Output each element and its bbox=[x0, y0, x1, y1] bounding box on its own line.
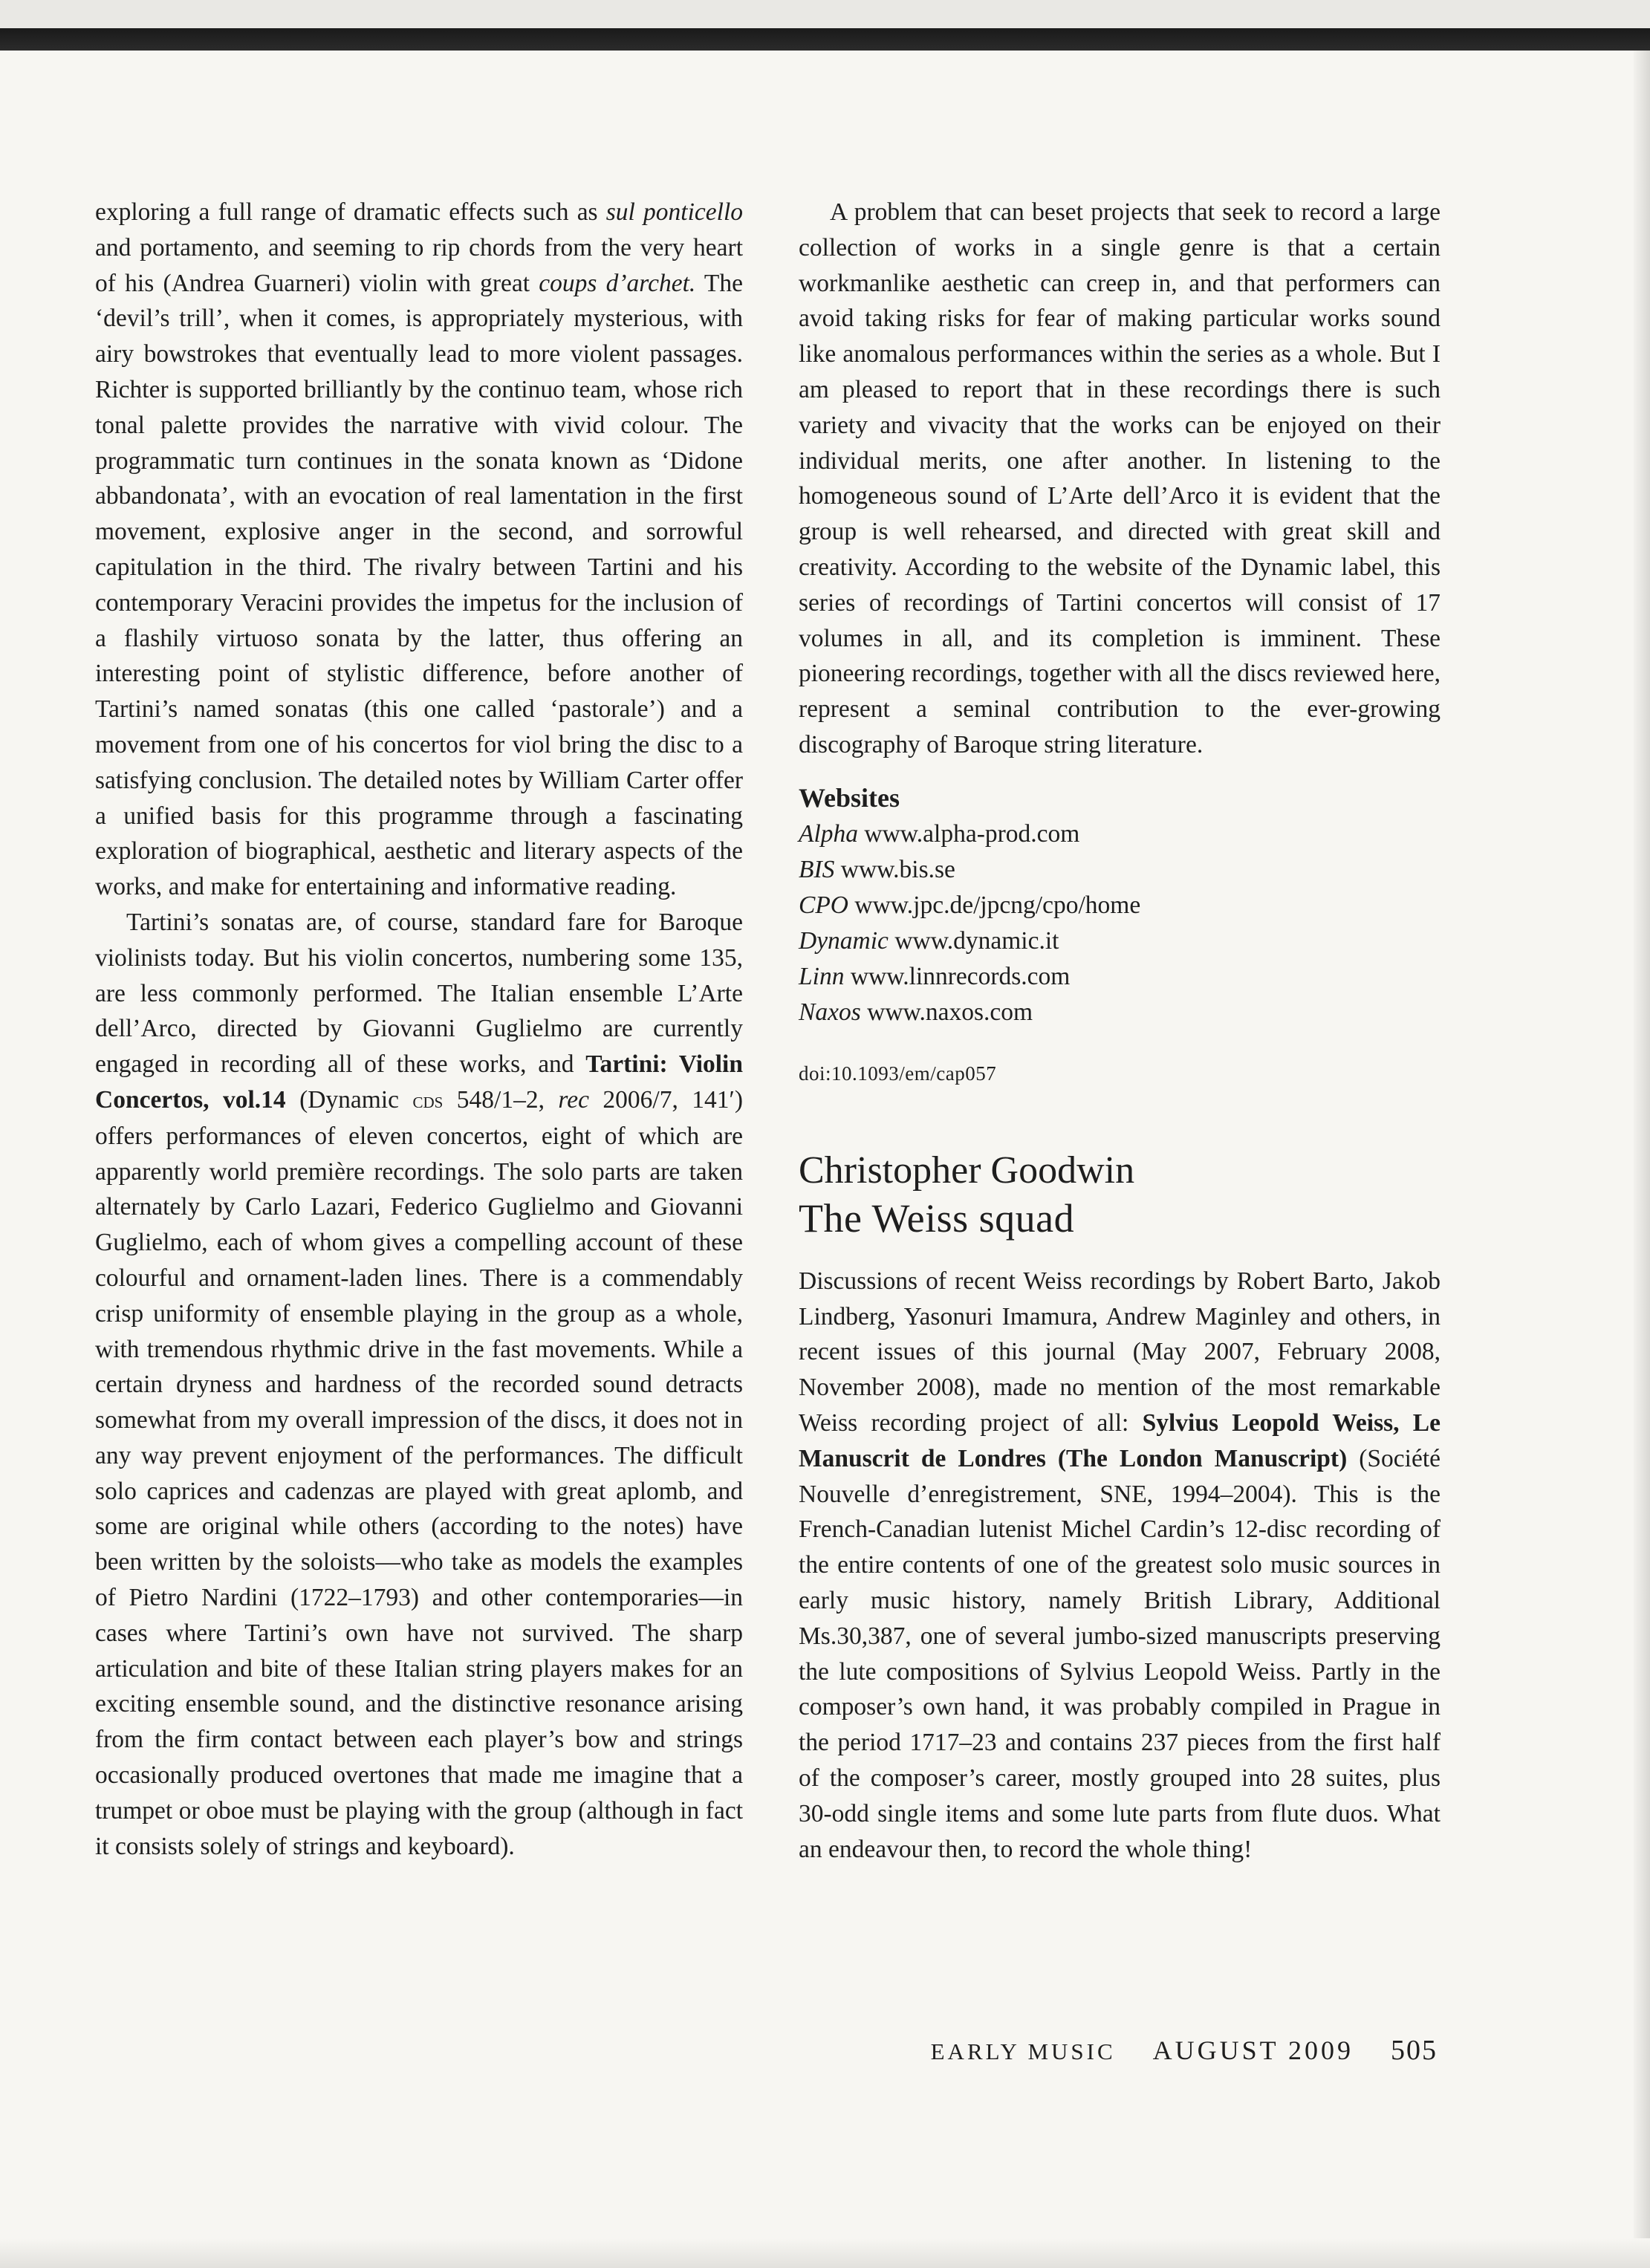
text-run: Discussions of recent Weiss recordings by Robert Barto, Jakob Lindberg, Yasonuri Imamura, Andrew Maginley and others, in recent issues of this journal (May 2007, February 2008, November 2008), made no mention of the most remarkable Weiss recording project of all: bbox=[799, 1267, 1440, 1437]
page-edge-right bbox=[1634, 51, 1650, 2268]
websites-heading: Websites bbox=[799, 782, 900, 813]
left-paragraph-2 bbox=[95, 905, 743, 1865]
website-item bbox=[799, 816, 1440, 852]
website-url[interactable]: www.alpha-prod.com bbox=[864, 819, 1080, 848]
right-paragraph-2 bbox=[799, 1264, 1440, 1868]
text-run: 548/1–2, bbox=[443, 1085, 559, 1114]
label-name: Linn bbox=[799, 962, 845, 990]
text-run: Tartini’s sonatas are, of course, standard fare for Baroque violinists today. But his violin concertos, numbering some 135, are less commonly performed. The Italian ensemble L’Arte dell’Arco, directed by Giovanni Guglielmo are currently engaged in recording all of these works, and bbox=[95, 908, 743, 1079]
website-item bbox=[799, 995, 1440, 1030]
website-url[interactable]: www.dynamic.it bbox=[894, 926, 1059, 955]
article-title: The Weiss squad bbox=[799, 1195, 1075, 1241]
italic-term: rec bbox=[558, 1085, 589, 1114]
scan-shadow-bar bbox=[0, 28, 1650, 51]
text-run: and portamento, and seeming to rip chords from the very heart of his (Andrea Guarneri) violin with great bbox=[95, 233, 743, 297]
label-name: Alpha bbox=[799, 819, 859, 848]
label-name: Dynamic bbox=[799, 926, 889, 955]
label-name: Naxos bbox=[799, 998, 861, 1026]
website-url[interactable]: www.bis.se bbox=[840, 855, 955, 883]
scan-margin-top bbox=[0, 0, 1650, 28]
page-footer bbox=[851, 2034, 1438, 2067]
author-name: Christopher Goodwin bbox=[799, 1148, 1135, 1192]
issue-date: AUGUST 2009 bbox=[1152, 2035, 1354, 2065]
website-url[interactable]: www.jpc.de/jpcng/cpo/home bbox=[854, 891, 1141, 919]
website-item bbox=[799, 959, 1440, 995]
recording-title: Sylvius Leopold Weiss, Le Manuscrit de Londres (The London Manuscript) bbox=[799, 1408, 1440, 1472]
label-name: BIS bbox=[799, 855, 835, 883]
websites-list bbox=[799, 816, 1440, 1030]
website-item bbox=[799, 923, 1440, 959]
website-item bbox=[799, 852, 1440, 888]
website-item bbox=[799, 888, 1440, 923]
text-run: The ‘devil’s trill’, when it comes, is appropriately mysterious, with airy bowstrokes that eventually lead to more violent passages. Richter is supported brilliantly by the continuo team, whose rich tonal palette provides the narrative with vivid colour. The programmatic turn continues in the sonata known as ‘Didone abbandonata’, with an evocation of real lamentation in the first movement, explosive anger in the second, and sorrowful capitulation in the third. The rivalry between Tartini and his contemporary Veracini provides the impetus for the inclusion of a flashily virtuoso sonata by the latter, thus offering an interesting point of stylistic difference, before another of Tartini’s named sonatas (this one called ‘pastorale’) and a movement from one of his concertos for viol bring the disc to a satisfying conclusion. The detailed notes by William Carter offer a unified basis for this programme through a fascinating exploration of biographical, aesthetic and literary aspects of the works, and make for entertaining and informative reading. bbox=[95, 269, 743, 901]
text-run: (Dynamic bbox=[285, 1085, 413, 1114]
catalogue-prefix: cds bbox=[412, 1087, 444, 1113]
page-number: 505 bbox=[1391, 2035, 1438, 2066]
recording-title: Tartini: Violin Concertos, vol.14 bbox=[95, 1050, 743, 1114]
text-run: (Société Nouvelle d’enregistrement, SNE, 1994–2004). This is the French-Canadian lutenist Michel Cardin’s 12-disc recording of the entire contents of one of the greatest solo music sources in early music history, namely British Library, Additional Ms.30,387, one of several jumbo-sized manuscripts preserving the lute compositions of Sylvius Leopold Weiss. Partly in the composer’s own hand, it was probably compiled in Prague in the period 1717–23 and contains 237 pieces from the first half of the composer’s career, mostly grouped into 28 suites, plus 30-odd single items and some lute parts from flute duos. What an endeavour then, to record the whole thing! bbox=[799, 1444, 1440, 1863]
label-name: CPO bbox=[799, 891, 848, 919]
text-run: 2006/7, 141′) offers performances of eleven concertos, eight of which are apparently world première recordings. The solo parts are taken alternately by Carlo Lazari, Federico Guglielmo and Giovanni Guglielmo, each of whom gives a compelling account of these colourful and ornament-laden lines. There is a commendably crisp uniformity of ensemble playing in the group as a whole, with tremendous rhythmic drive in the fast movements. While a certain dryness and hardness of the recorded sound detracts somewhat from my overall impression of the discs, it does not in any way prevent enjoyment of the performances. The difficult solo caprices and cadenzas are played with great aplomb, and some are original while others (according to the notes) have been written by the soloists—who take as models the examples of Pietro Nardini (1722–1793) and other contemporaries—in cases where Tartini’s own have not survived. The sharp articulation and bite of these Italian string players makes for an exciting ensemble sound, and the distinctive resonance arising from the firm contact between each player’s bow and strings occasionally produced overtones that made me imagine that a trumpet or oboe must be playing with the group (although in fact it consists solely of strings and keyboard). bbox=[95, 1085, 744, 1860]
journal-name: EARLY MUSIC bbox=[930, 2038, 1116, 2064]
left-column bbox=[95, 195, 743, 1864]
website-url[interactable]: www.linnrecords.com bbox=[850, 962, 1071, 990]
left-paragraph-1 bbox=[95, 195, 743, 905]
italic-term: sul ponticello bbox=[605, 198, 743, 226]
italic-term: coups d’archet. bbox=[539, 269, 696, 297]
text-run: exploring a full range of dramatic effects such as bbox=[95, 198, 606, 226]
doi-reference: doi:10.1093/em/cap057 bbox=[799, 1062, 997, 1085]
right-column bbox=[799, 195, 1440, 1867]
page-edge-bottom bbox=[0, 2238, 1650, 2268]
right-paragraph-1: A problem that can beset projects that seek to record a large collection of works in a single genre is that a certain workmanlike aesthetic can creep in, and that performers can avoid taking risks for fear of making particular works sound like anomalous performances within the series as a whole. But I am pleased to report that in these recordings there is such variety and vivacity that the works can be enjoyed on their individual merits, one after another. In listening to the homogeneous sound of L’Arte dell’Arco it is evident that the group is well rehearsed, and directed with great skill and creativity. According to the website of the Dynamic label, this series of recordings of Tartini concertos will consist of 17 volumes in all, and its completion is imminent. These pioneering recordings, together with all the discs reviewed here, represent a seminal contribution to the ever-growing discography of Baroque string literature. bbox=[799, 198, 1440, 758]
website-url[interactable]: www.naxos.com bbox=[867, 998, 1033, 1026]
